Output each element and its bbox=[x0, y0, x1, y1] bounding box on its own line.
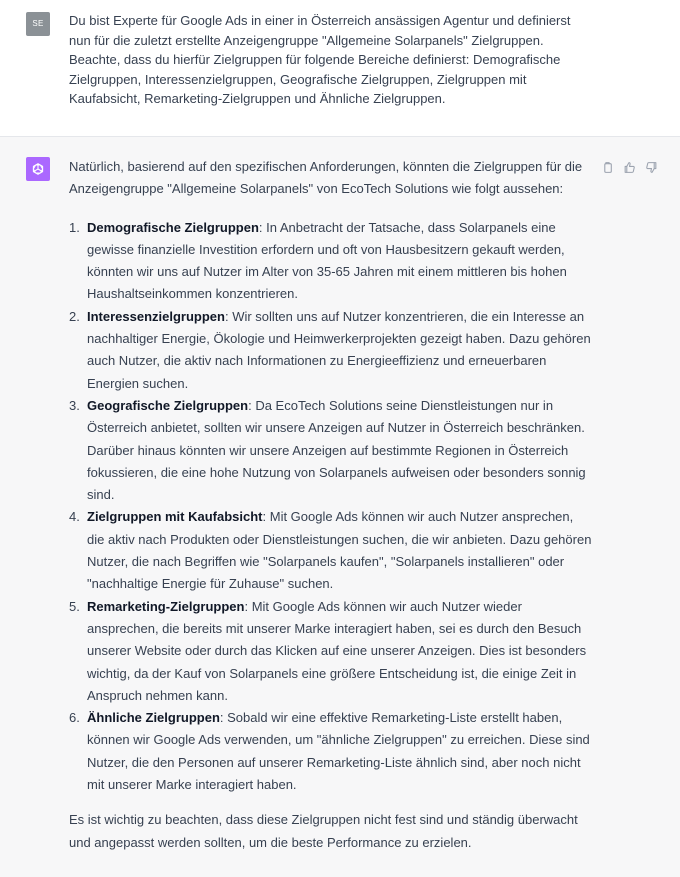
list-item-title: Demografische Zielgruppen bbox=[87, 219, 259, 235]
user-message bbox=[0, 0, 680, 137]
copy-button[interactable] bbox=[599, 159, 615, 175]
list-item-text: : Sobald wir eine effektive Remarketing-Liste erstellt haben, können wir Google Ads verwenden, um "ähnliche Zielgruppen" zu erreichen. Diese sind Nutzer, die den Personen auf unserer Remarketing-Liste ähnlich sind, aber noch nicht mit unserer Marke interagiert haben. bbox=[87, 710, 590, 793]
thumbs-up-icon bbox=[623, 161, 636, 174]
list-item-number: 5. bbox=[69, 598, 80, 614]
message-actions bbox=[599, 159, 659, 175]
list-item-text: : Mit Google Ads können wir auch Nutzer wieder ansprechen, die bereits mit unserer Marke interagiert haben, sei es durch den Besuch unserer Website oder durch das Klicken auf eine unserer Anzeigen. Dies ist besonders wichtig, da der Kauf von Solarpanels eine größere Entscheidung ist, die einige Zeit in Anspruch nehmen kann. bbox=[87, 598, 587, 703]
thumbs-down-icon bbox=[645, 161, 658, 174]
list-item bbox=[69, 707, 594, 796]
user-message-text: Du bist Experte für Google Ads in einer in Österreich ansässigen Agentur und definierst nun für die zuletzt erstellte Anzeigengruppe "Allgemeine Solarpanels" Zielgruppen. Beachte, dass du hierfür Zielgruppen für folgende Bereiche definierst: Demografische Zielgruppen, Interessenzielgruppen, Geografische Zielgruppen, Zielgruppen mit Kaufabsicht, Remarketing-Zielgruppen und Ähnliche Zielgruppen. bbox=[69, 13, 571, 107]
list-item bbox=[69, 596, 594, 707]
list-item-number: 3. bbox=[69, 397, 80, 413]
list-item-title: Ähnliche Zielgruppen bbox=[87, 710, 220, 726]
list-item-number: 2. bbox=[69, 308, 80, 324]
list-item bbox=[69, 395, 594, 506]
openai-logo-icon bbox=[30, 161, 46, 177]
list-item bbox=[69, 306, 594, 395]
copy-icon bbox=[601, 161, 614, 174]
list-item-number: 4. bbox=[69, 509, 80, 525]
list-item-text: : Da EcoTech Solutions seine Dienstleistungen nur in Österreich anbietet, sollten wir unsere Anzeigen auf Nutzer in Österreich beschränken. Darüber hinaus könnten wir unsere Anzeigen auf bestimmte Regionen in Österreich fokussieren, die eine hohe Nutzung von Solarpanels aufweisen oder besonders sonnig sind. bbox=[87, 397, 586, 503]
list-item-text: : Mit Google Ads können wir auch Nutzer ansprechen, die aktiv nach Produkten oder Dienstleistungen suchen, die wir anbieten. Dazu gehören Nutzer, die nach Begriffen wie "Solarpanels kaufen", "Solarpanels installieren" oder "nachhaltige Energie für Zuhause" suchen. bbox=[87, 509, 592, 592]
list-item-number: 1. bbox=[69, 219, 80, 235]
assistant-message bbox=[0, 137, 680, 877]
list-item-text: : Wir sollten uns auf Nutzer konzentrieren, die ein Interesse an nachhaltiger Energie, Ökologie und Heimwerkerprojekten gezeigt haben. Dazu gehören auch Nutzer, die aktiv nach Informationen zu Energieeffizienz und erneuerbaren Energien suchen. bbox=[87, 308, 591, 391]
thumbs-down-button[interactable] bbox=[643, 159, 659, 175]
assistant-avatar bbox=[26, 157, 50, 181]
list-item-title: Geografische Zielgruppen bbox=[87, 397, 249, 413]
list-item bbox=[69, 217, 594, 306]
assistant-outro: Es ist wichtig zu beachten, dass diese Zielgruppen nicht fest sind und ständig überwacht und angepasst werden sollten, um die beste Performance zu erzielen. bbox=[69, 812, 578, 850]
list-item bbox=[69, 506, 594, 595]
list-item-title: Interessenzielgruppen bbox=[87, 308, 225, 324]
list-item-number: 6. bbox=[69, 710, 80, 726]
assistant-message-content bbox=[69, 156, 594, 854]
audience-list bbox=[69, 217, 594, 797]
assistant-intro: Natürlich, basierend auf den spezifischen Anforderungen, könnten die Zielgruppen für die Anzeigengruppe "Allgemeine Solarpanels" von EcoTech Solutions wie folgt aussehen: bbox=[69, 159, 583, 197]
list-item-title: Remarketing-Zielgruppen bbox=[87, 598, 245, 614]
thumbs-up-button[interactable] bbox=[621, 159, 637, 175]
user-avatar: SE bbox=[26, 12, 50, 36]
list-item-title: Zielgruppen mit Kaufabsicht bbox=[87, 509, 263, 525]
list-item-text: : In Anbetracht der Tatsache, dass Solarpanels eine gewisse finanzielle Investition erfordern und oft von Hausbesitzern gekauft werden, könnten wir uns auf Nutzer im Alter von 35-65 Jahren mit einem mittleren bis hohen Haushaltseinkommen konzentrieren. bbox=[87, 219, 567, 302]
